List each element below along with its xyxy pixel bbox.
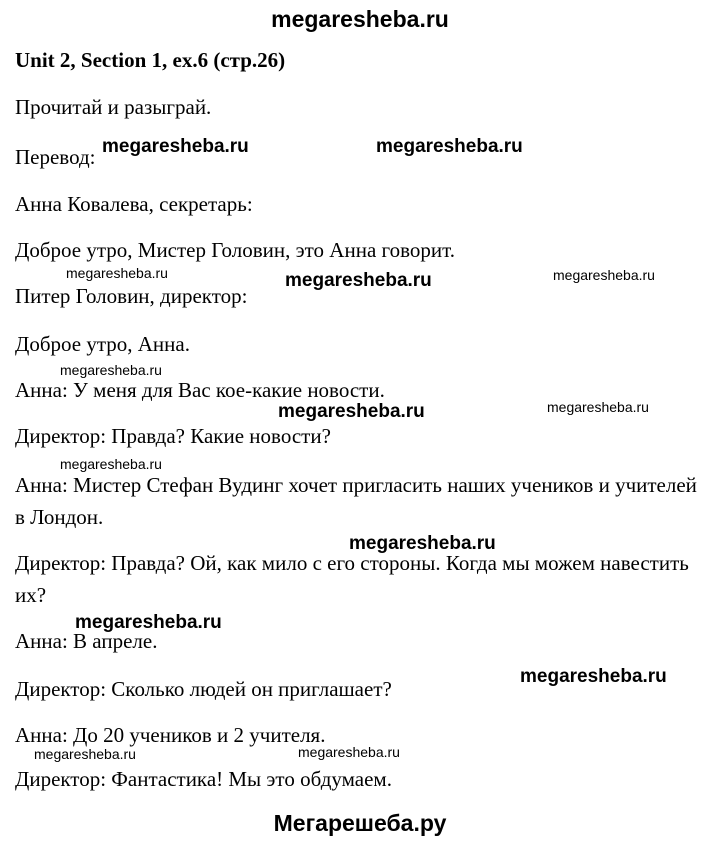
watermark: megaresheba.ru (102, 136, 249, 157)
instruction-text: Прочитай и разыграй. (15, 95, 212, 119)
dialogue-line: Анна: В апреле. (15, 629, 158, 653)
dialogue-line: Директор: Правда? Ой, как мило с его стороны. Когда мы можем навестить их? (15, 551, 689, 607)
site-footer: Мегарешеба.ру (273, 810, 447, 836)
watermark: megaresheba.ru (349, 533, 496, 554)
site-header: megaresheba.ru (271, 6, 449, 32)
dialogue-line: Анна: У меня для Вас кое-какие новости. (15, 378, 385, 402)
speaker-director-heading: Питер Головин, директор: (15, 284, 248, 308)
dialogue-line: Директор: Правда? Какие новости? (15, 424, 331, 448)
watermark: megaresheba.ru (285, 270, 432, 291)
dialogue-line: Директор: Фантастика! Мы это обдумаем. (15, 767, 392, 791)
dialogue-line: Директор: Сколько людей он приглашает? (15, 677, 392, 701)
translation-label: Перевод: (15, 145, 96, 169)
dialogue-line: Доброе утро, Анна. (15, 332, 190, 356)
exercise-title: Unit 2, Section 1, ex.6 (стр.26) (15, 48, 286, 72)
dialogue-line: Анна: Мистер Стефан Вудинг хочет пригласить наших учеников и учителей в Лондон. (15, 473, 697, 529)
watermark: megaresheba.ru (520, 666, 667, 687)
watermark: megaresheba.ru (376, 136, 523, 157)
dialogue-line: Доброе утро, Мистер Головин, это Анна говорит. (15, 238, 455, 262)
watermark: megaresheba.ru (278, 401, 425, 422)
speaker-anna-heading: Анна Ковалева, секретарь: (15, 192, 253, 216)
watermark: megaresheba.ru (75, 612, 222, 633)
watermark: megaresheba.ru (298, 744, 400, 760)
watermark: megaresheba.ru (34, 746, 136, 762)
watermark: megaresheba.ru (553, 267, 655, 283)
watermark: megaresheba.ru (547, 399, 649, 415)
watermark: megaresheba.ru (66, 265, 168, 281)
dialogue-line: Анна: До 20 учеников и 2 учителя. (15, 723, 326, 747)
watermark: megaresheba.ru (60, 456, 162, 472)
watermark: megaresheba.ru (60, 362, 162, 378)
